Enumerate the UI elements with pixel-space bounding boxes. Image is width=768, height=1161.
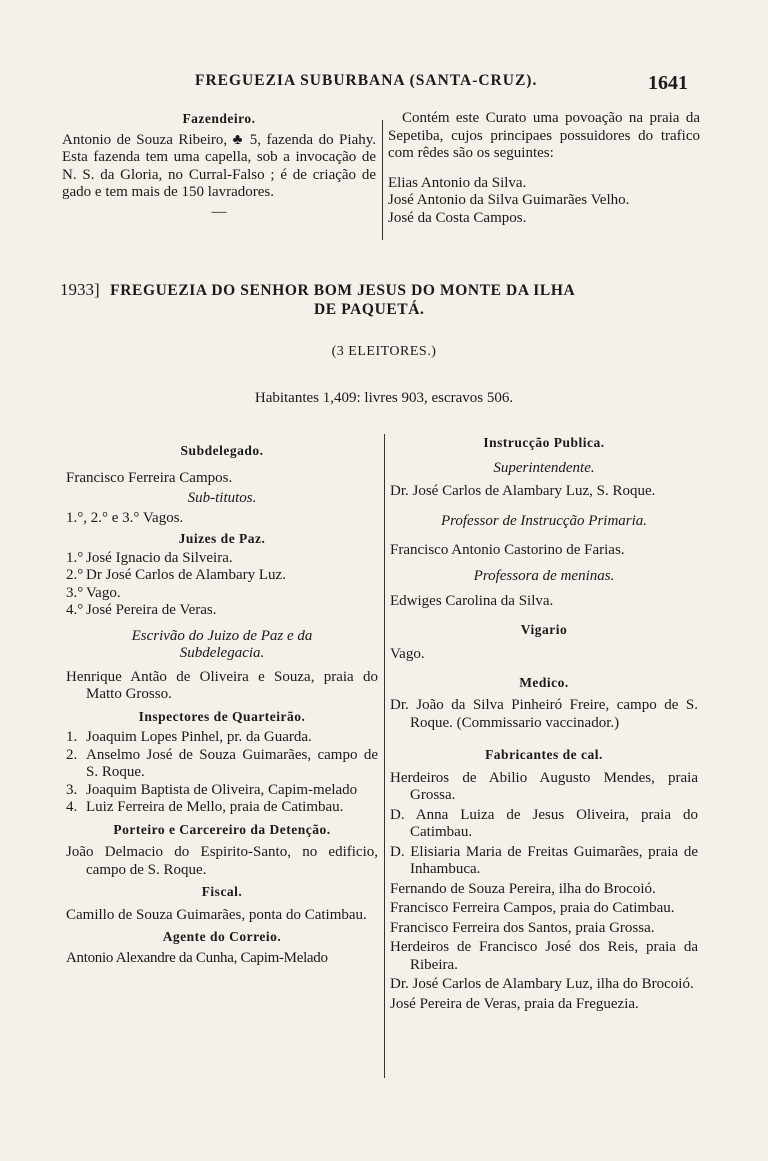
top-left-column bbox=[62, 110, 376, 221]
section-title-line2: DE PAQUETÁ. bbox=[314, 301, 425, 318]
medico-heading: Medico. bbox=[519, 674, 569, 690]
juiz-item: 4.° José Pereira de Veras. bbox=[66, 602, 217, 618]
agente-heading: Agente do Correio. bbox=[162, 929, 282, 944]
substitutos-heading: Sub-titutos. bbox=[187, 490, 257, 506]
inspectores-list bbox=[66, 729, 378, 817]
professor-entry: Francisco Antonio Castorino de Farias. bbox=[390, 542, 625, 558]
fabricante-item: Fernando de Souza Pereira, ilha do Brocoió. bbox=[390, 880, 656, 897]
superintendente-heading: Superintendente. bbox=[493, 459, 595, 476]
column-rule-top bbox=[382, 120, 383, 240]
fabricante-item: Dr. José Carlos de Alambary Luz, ilha do Brocoió. bbox=[390, 976, 694, 992]
substitutos-line: 1.°, 2.° e 3.° Vagos. bbox=[66, 509, 184, 526]
fabricante-item: D. Elisiaria Maria de Freitas Guimarães, praia de Inhambuca. bbox=[390, 843, 698, 877]
section-dash: — bbox=[211, 203, 227, 220]
fabricantes-list bbox=[390, 770, 698, 1014]
section-number: 1933] bbox=[60, 280, 100, 299]
section-title-line1: FREGUEZIA DO SENHOR BOM JESUS DO MONTE DA ILHA bbox=[110, 282, 576, 299]
curato-name: José Antonio da Silva Guimarães Velho. bbox=[388, 192, 630, 208]
porteiro-heading: Porteiro e Carcereiro da Detenção. bbox=[113, 821, 331, 837]
fabricante-item: Herdeiros de Abilio Augusto Mendes, praia Grossa. bbox=[390, 769, 698, 803]
vigario-heading: Vigario bbox=[520, 621, 568, 637]
fazendeiro-paragraph: Antonio de Souza Ribeiro, ♣ 5, fazenda do Piahy. Esta fazenda tem uma capella, sob a invocação de N. S. da Gloria, no Curral-Falso ; é de criação de gado e tem mais de 150 lavradores. bbox=[62, 131, 376, 200]
agente-entry: Antonio Alexandre da Cunha, Capim-Melado bbox=[66, 949, 328, 966]
juiz-item: 3.° Vago. bbox=[66, 584, 121, 601]
inhabitants-line: Habitantes 1,409: livres 903, escravos 506. bbox=[254, 390, 514, 406]
subdelegado-heading: Subdelegado. bbox=[180, 443, 264, 458]
professora-entry: Edwiges Carolina da Silva. bbox=[390, 593, 554, 609]
inspector-item: 1. Joaquim Lopes Pinhel, pr. da Guarda. bbox=[66, 729, 312, 745]
fiscal-heading: Fiscal. bbox=[201, 884, 243, 899]
professor-heading: Professor de Instrucção Primaria. bbox=[440, 512, 648, 529]
inspector-item: 2. Anselmo José de Souza Guimarães, campo de S. Roque. bbox=[66, 746, 378, 780]
medico-entry: Dr. João da Silva Pinheiró Freire, campo de S. Roque. (Commissario vaccinador.) bbox=[390, 697, 698, 731]
fabricante-item: Francisco Ferreira dos Santos, praia Grossa. bbox=[390, 919, 655, 936]
porteiro-entry: João Delmacio do Espirito-Santo, no edificio, campo de S. Roque. bbox=[66, 844, 378, 878]
curato-name: José da Costa Campos. bbox=[388, 209, 527, 226]
escrivao-entry: Henrique Antão de Oliveira e Souza, praia do Matto Grosso. bbox=[66, 668, 378, 702]
fabricantes-heading: Fabricantes de cal. bbox=[485, 747, 603, 762]
curato-names bbox=[388, 175, 700, 228]
curato-name: Elias Antonio da Silva. bbox=[388, 174, 527, 191]
fiscal-entry: Camillo de Souza Guimarães, ponta do Catimbau. bbox=[66, 906, 367, 923]
escrivao-heading-2: Subdelegacia. bbox=[179, 645, 265, 661]
column-rule-main bbox=[384, 434, 385, 1078]
subdelegado-name: Francisco Ferreira Campos. bbox=[66, 469, 233, 486]
vigario-entry: Vago. bbox=[390, 646, 425, 662]
top-right-column bbox=[388, 110, 700, 227]
curato-paragraph: Contém este Curato uma povoação na praia da Sepetiba, cujos principaes possuidores do trafico com rêdes são os seguintes: bbox=[388, 110, 700, 161]
juizes-list bbox=[66, 550, 378, 620]
fabricante-item: Francisco Ferreira Campos, praia do Catimbau. bbox=[390, 900, 675, 916]
running-title: FREGUEZIA SUBURBANA (SANTA-CRUZ). bbox=[195, 72, 538, 89]
juiz-item: 1.° José Ignacio da Silveira. bbox=[66, 549, 233, 566]
fabricante-item: D. Anna Luiza de Jesus Oliveira, praia do Catimbau. bbox=[390, 806, 698, 840]
electors-count: (3 ELEITORES.) bbox=[331, 344, 437, 359]
juizes-heading: Juizes de Paz. bbox=[178, 531, 266, 546]
fabricante-item: José Pereira de Veras, praia da Freguezia. bbox=[390, 995, 639, 1012]
fazendeiro-heading: Fazendeiro. bbox=[182, 111, 256, 126]
fabricante-item: Herdeiros de Francisco José dos Reis, praia da Ribeira. bbox=[390, 939, 698, 973]
page-number: 1641 bbox=[648, 72, 688, 94]
inspector-item: 3. Joaquim Baptista de Oliveira, Capim-melado bbox=[66, 781, 358, 798]
juiz-item: 2.° Dr José Carlos de Alambary Luz. bbox=[66, 567, 286, 583]
inspector-item: 4. Luiz Ferreira de Mello, praia de Catimbau. bbox=[66, 799, 344, 815]
section-title bbox=[60, 280, 720, 319]
professora-heading: Professora de meninas. bbox=[473, 567, 615, 584]
main-left-column bbox=[66, 442, 378, 967]
inspectores-heading: Inspectores de Quarteirão. bbox=[138, 708, 306, 724]
escrivao-heading-1: Escrivão do Juizo de Paz e da bbox=[131, 627, 313, 644]
superintendente-entry: Dr. José Carlos de Alambary Luz, S. Roque. bbox=[390, 483, 656, 499]
instruccao-heading: Instrucção Publica. bbox=[483, 435, 605, 450]
main-right-column bbox=[390, 434, 698, 1015]
